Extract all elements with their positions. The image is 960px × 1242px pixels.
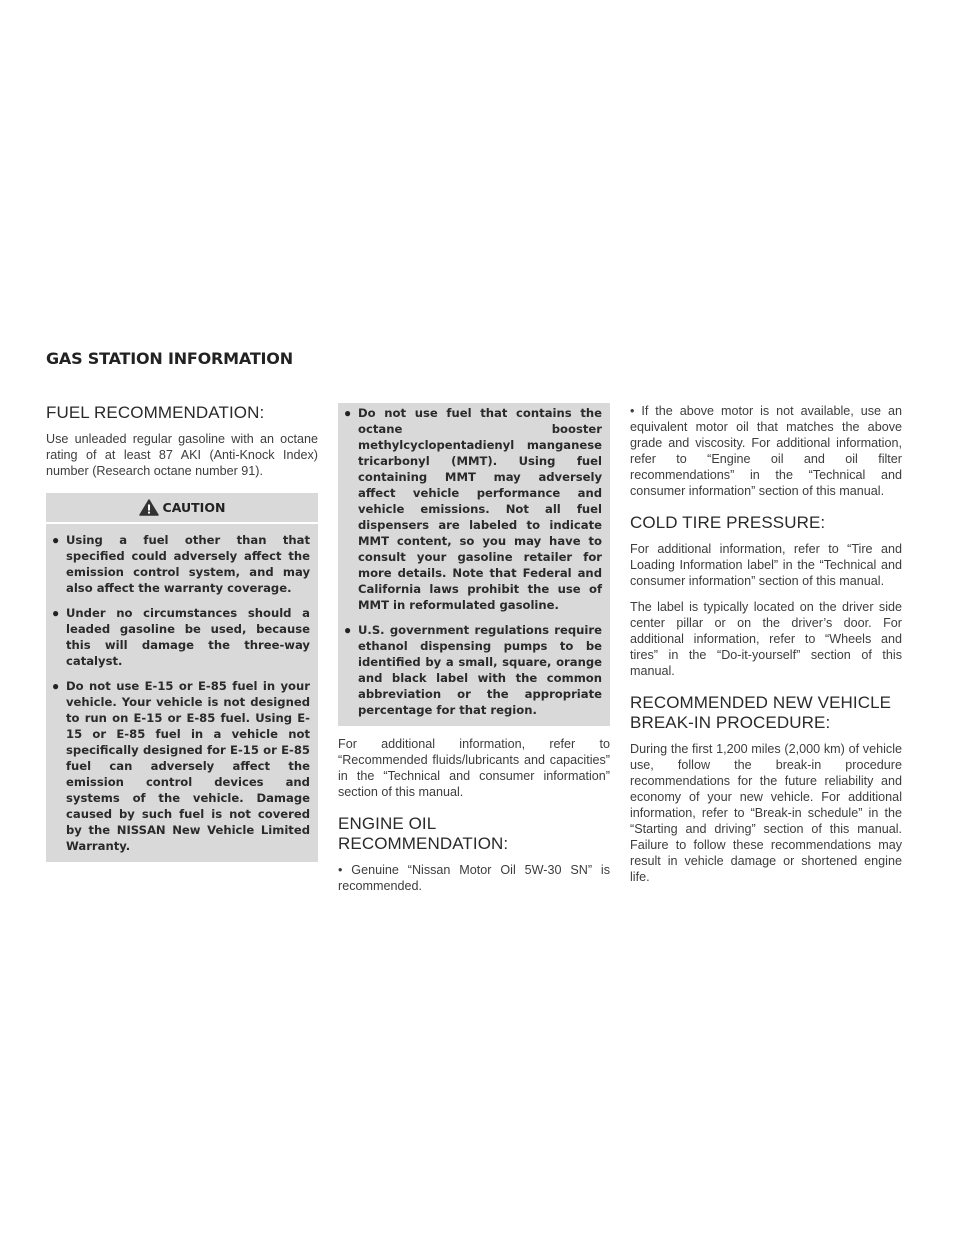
caution-item: [46, 605, 318, 669]
break-in-heading-line-1: RECOMMENDED NEW VEHICLE: [630, 693, 892, 712]
break-in-text: During the first 1,200 miles (2,000 km) of vehicle use, follow the break-in procedure recommendations for the future reliability and economy of your new vehicle. For additional information, refer to “Break-in schedule” in the “Starting and driving” section of this manual. Failure to follow these recommendations may result in vehicle damage or shortened engine life.: [630, 742, 902, 884]
break-in-heading: [630, 693, 902, 733]
bullet-icon: ●: [52, 679, 60, 693]
caution-item: [46, 678, 318, 854]
bullet-icon: ●: [344, 406, 352, 420]
caution-box: [46, 493, 318, 862]
caution-item-text: Do not use E-15 or E-85 fuel in your vehicle. Your vehicle is not designed to run on E-15 or E-85 fuel. Using E-15 or E-85 fuel in a vehicle not specifically designed for E-15 or E-85 fuel can adversely affect the emission control devices and systems of the vehicle. Damage caused by such fuel is not covered by the NISSAN New Vehicle Limited Warranty.: [66, 679, 310, 853]
fuel-recommendation-heading: FUEL RECOMMENDATION:: [46, 403, 265, 422]
caution-item-text: U.S. government regulations require ethanol dispensing pumps to be identified by a small, square, orange and black label with the common abbreviation or the appropriate percentage for that region.: [358, 623, 602, 717]
tire-text-1: For additional information, refer to “Tire and Loading Information label” in the “Technical and consumer information” section of this manual.: [630, 542, 902, 588]
caution-item: [46, 532, 318, 596]
caution-item-text: Under no circumstances should a leaded gasoline be used, because this will damage the three-way catalyst.: [66, 606, 310, 668]
bullet-icon: ●: [52, 606, 60, 620]
engine-oil-item-1: • Genuine “Nissan Motor Oil 5W-30 SN” is recommended.: [338, 863, 610, 893]
fuel-intro-text: Use unleaded regular gasoline with an octane rating of at least 87 AKI (Anti-Knock Index) number (Research octane number 91).: [46, 432, 318, 478]
column-2: [338, 403, 610, 904]
break-in-heading-line-2: BREAK-IN PROCEDURE:: [630, 713, 831, 732]
bullet-icon: ●: [344, 623, 352, 637]
caution-item-text: Do not use fuel that contains the octane booster methylcyclopentadienyl manganese tricarbonyl (MMT). Using fuel containing MMT may adversely affect vehicle performance and vehicle emissions. Not all fuel dispensers are labeled to indicate MMT content, so you may have to consult your gasoline retailer for more details. Note that Federal and California laws prohibit the use of MMT in reformulated gasoline.: [358, 406, 602, 612]
caution-box-continued: [338, 403, 610, 726]
engine-oil-heading: ENGINE OIL RECOMMENDATION:: [338, 814, 509, 853]
caution-header: [46, 497, 318, 524]
caution-label: CAUTION: [162, 500, 226, 515]
column-3: [630, 403, 902, 895]
fuel-after-caution-text: For additional information, refer to “Recommended fluids/lubricants and capacities” in the “Technical and consumer information” section of this manual.: [338, 737, 610, 799]
engine-oil-item-2: • If the above motor is not available, use an equivalent motor oil that matches the above grade and viscosity. For additional information, refer to “Engine oil and oil filter recommendations” in the “Technical and consumer information” section of this manual.: [630, 404, 902, 498]
caution-item-text: Using a fuel other than that specified could adversely affect the emission control system, and may also affect the warranty coverage.: [66, 533, 310, 595]
cold-tire-pressure-heading: COLD TIRE PRESSURE:: [630, 513, 826, 532]
warning-triangle-icon: [139, 499, 159, 516]
bullet-icon: ●: [52, 533, 60, 547]
caution-item: [338, 403, 610, 613]
section-title: GAS STATION INFORMATION: [46, 349, 293, 368]
caution-item: [338, 622, 610, 718]
column-1: [46, 403, 318, 872]
tire-text-2: The label is typically located on the driver side center pillar or on the driver’s door. For additional information, refer to “Wheels and tires” in the “Do-it-yourself” section of this manual.: [630, 600, 902, 678]
